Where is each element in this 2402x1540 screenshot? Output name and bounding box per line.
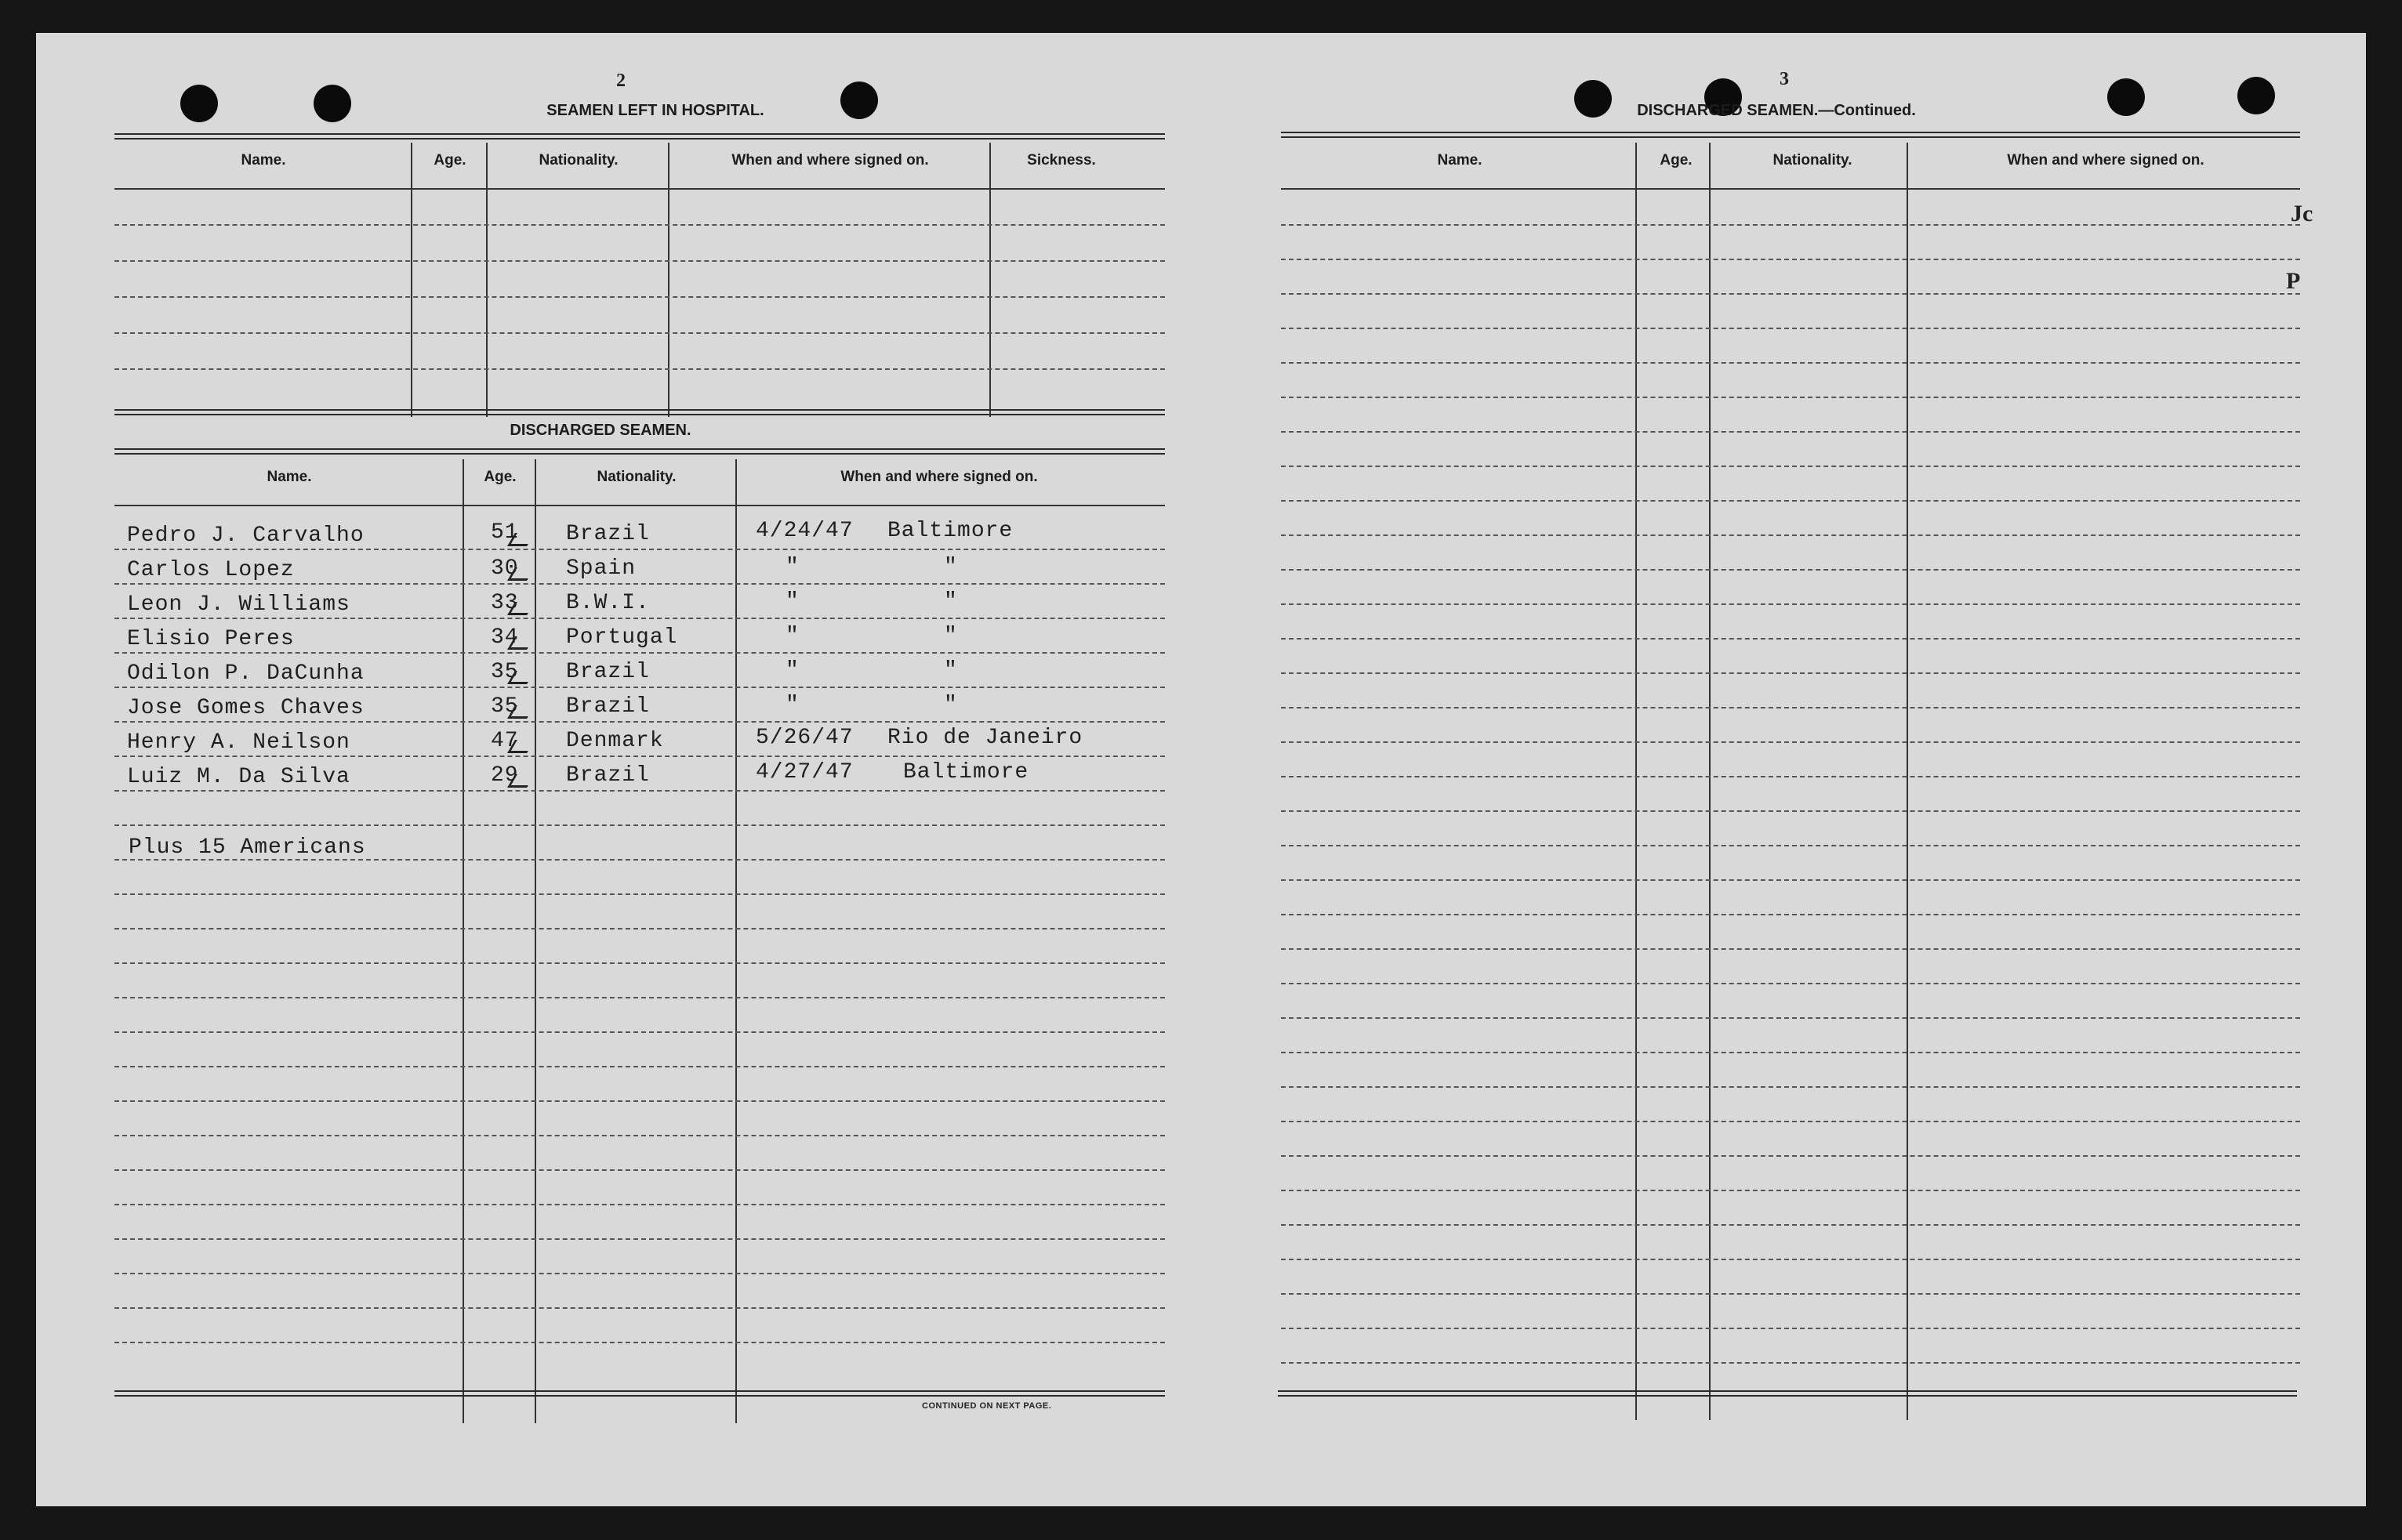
column-divider (411, 143, 412, 417)
ruled-line (114, 296, 1165, 298)
column-divider (1907, 143, 1908, 1420)
ruled-line (1281, 362, 2300, 364)
discharged-header-rule (114, 505, 1165, 506)
seaman-nationality: Brazil (566, 660, 650, 684)
seaman-name: Carlos Lopez (127, 558, 295, 582)
signed-on-place: Baltimore (887, 519, 1014, 543)
seaman-age: 33 (491, 591, 519, 615)
page-number: 3 (1780, 69, 1789, 89)
ruled-line (114, 824, 1165, 826)
column-divider (735, 459, 737, 1423)
ruled-line (1281, 1259, 2300, 1260)
ruled-line (1281, 259, 2300, 260)
ruled-line (1281, 638, 2300, 640)
ruled-line (1281, 466, 2300, 467)
signed-on-date: " (786, 658, 800, 683)
hospital-header-signed-on: When and where signed on. (731, 152, 929, 168)
column-divider (1635, 143, 1637, 1420)
seaman-name: Leon J. Williams (127, 592, 350, 617)
right-header-age: Age. (1660, 152, 1693, 168)
ruled-line (1281, 431, 2300, 433)
signed-on-date: 5/26/47 (756, 726, 854, 750)
ruled-line (114, 332, 1165, 334)
ruled-line (1281, 328, 2300, 329)
right-top-rule (1281, 132, 2300, 133)
ruled-line (1281, 1362, 2300, 1364)
hospital-top-rule (114, 133, 1165, 135)
ruled-line (114, 1238, 1165, 1240)
ruled-line (114, 1066, 1165, 1067)
ruled-line (114, 1342, 1165, 1343)
right-header-rule (1281, 188, 2300, 190)
ruled-line (1281, 741, 2300, 743)
document-scan (36, 33, 2366, 1506)
seaman-name: Luiz M. Da Silva (127, 765, 350, 789)
ruled-line (114, 260, 1165, 262)
ruled-line (114, 549, 1165, 550)
seaman-nationality: Portugal (566, 625, 678, 650)
column-divider (668, 143, 669, 417)
seaman-age: 35 (491, 660, 519, 684)
hospital-header-rule (114, 188, 1165, 190)
hospital-section-title: SEAMEN LEFT IN HOSPITAL. (546, 102, 764, 119)
ruled-line (1281, 707, 2300, 708)
signed-on-place: " (944, 589, 958, 614)
seaman-age: 29 (491, 763, 519, 788)
ruled-line (1281, 534, 2300, 536)
ruled-line (114, 1204, 1165, 1205)
hospital-header-nationality: Nationality. (539, 152, 619, 168)
signed-on-place: Baltimore (903, 760, 1029, 784)
signed-on-date: " (786, 624, 800, 648)
signed-on-place: Rio de Janeiro (887, 726, 1083, 750)
ruled-line (1281, 810, 2300, 812)
seaman-nationality: Brazil (566, 763, 650, 788)
ruled-line (114, 1307, 1165, 1309)
discharged-header-age: Age. (484, 469, 517, 485)
signed-on-place: " (944, 624, 958, 648)
ruled-line (1281, 500, 2300, 502)
signed-on-place: " (944, 693, 958, 717)
ruled-line (1281, 948, 2300, 950)
seaman-name: Odilon P. DaCunha (127, 661, 365, 686)
margin-mark: P (2286, 268, 2301, 294)
seaman-name: Henry A. Neilson (127, 730, 350, 755)
ruled-line (114, 721, 1165, 723)
discharged-section-title: DISCHARGED SEAMEN. (510, 422, 691, 439)
ruled-line (1281, 1052, 2300, 1053)
column-divider (1709, 143, 1711, 1420)
ruled-line (1281, 569, 2300, 571)
ruled-line (114, 1169, 1165, 1171)
punch-hole (2107, 78, 2145, 116)
seaman-nationality: Spain (566, 556, 637, 581)
ruled-line (114, 1031, 1165, 1033)
discharged-header-nationality: Nationality. (597, 469, 677, 485)
additional-note: Plus 15 Americans (129, 835, 366, 860)
ruled-line (1281, 1017, 2300, 1019)
column-divider (486, 143, 488, 417)
ruled-line (1281, 672, 2300, 674)
discharged-header-signed-on: When and where signed on. (840, 469, 1038, 485)
signed-on-date: 4/27/47 (756, 760, 854, 784)
ruled-line (114, 756, 1165, 757)
ruled-line (114, 1273, 1165, 1274)
signed-on-date: 4/24/47 (756, 519, 854, 543)
hospital-header-name: Name. (241, 152, 286, 168)
column-divider (535, 459, 536, 1423)
seaman-age: 34 (491, 625, 519, 650)
right-header-nationality: Nationality. (1772, 152, 1852, 168)
right-bottom-rule (1278, 1390, 2297, 1392)
seaman-age: 47 (491, 729, 519, 753)
signed-on-date: " (786, 693, 800, 717)
punch-hole (314, 85, 351, 122)
discharged-header-name: Name. (267, 469, 312, 485)
seaman-nationality: Brazil (566, 522, 650, 546)
seaman-age: 51 (491, 520, 519, 545)
seaman-age: 30 (491, 556, 519, 581)
ruled-line (114, 1135, 1165, 1136)
ruled-line (1281, 1190, 2300, 1191)
hospital-header-age: Age. (434, 152, 466, 168)
seaman-name: Pedro J. Carvalho (127, 524, 365, 548)
signed-on-date: " (786, 589, 800, 614)
ruled-line (1281, 1224, 2300, 1226)
ruled-line (1281, 1121, 2300, 1122)
discharged-continued-title: DISCHARGED SEAMEN.—Continued. (1637, 102, 1916, 119)
discharged-bottom-rule (114, 1390, 1165, 1392)
column-divider (989, 143, 991, 417)
hospital-header-sickness: Sickness. (1027, 152, 1096, 168)
ruled-line (1281, 1086, 2300, 1088)
ruled-line (114, 687, 1165, 688)
signed-on-place: " (944, 555, 958, 579)
column-divider (463, 459, 464, 1423)
seaman-name: Elisio Peres (127, 627, 295, 651)
ruled-line (114, 997, 1165, 998)
ruled-line (114, 790, 1165, 792)
ruled-line (1281, 397, 2300, 398)
signed-on-place: " (944, 658, 958, 683)
seaman-name: Jose Gomes Chaves (127, 696, 365, 720)
ruled-line (1281, 1328, 2300, 1329)
ruled-line (114, 224, 1165, 226)
punch-hole (2237, 77, 2275, 114)
ruled-line (114, 618, 1165, 619)
ruled-line (114, 928, 1165, 929)
seaman-nationality: Brazil (566, 694, 650, 719)
ruled-line (1281, 224, 2300, 226)
signed-on-date: " (786, 555, 800, 579)
page-number: 2 (616, 71, 626, 91)
right-header-name: Name. (1437, 152, 1482, 168)
ruled-line (1281, 879, 2300, 881)
ruled-line (114, 962, 1165, 964)
margin-mark: Jc (2291, 201, 2313, 226)
ruled-line (114, 368, 1165, 370)
ruled-line (1281, 776, 2300, 777)
ruled-line (114, 652, 1165, 654)
seaman-age: 35 (491, 694, 519, 719)
ruled-line (1281, 603, 2300, 605)
seaman-nationality: B.W.I. (566, 591, 650, 615)
ruled-line (1281, 1155, 2300, 1157)
ruled-line (1281, 845, 2300, 846)
continued-footer: CONTINUED ON NEXT PAGE. (922, 1401, 1052, 1411)
hospital-bottom-rule (114, 409, 1165, 411)
right-header-signed-on: When and where signed on. (2007, 152, 2204, 168)
seaman-nationality: Denmark (566, 729, 664, 753)
ruled-line (1281, 983, 2300, 984)
ruled-line (114, 893, 1165, 895)
ruled-line (114, 583, 1165, 585)
discharged-top-rule (114, 448, 1165, 450)
ruled-line (1281, 293, 2300, 295)
punch-hole (180, 85, 218, 122)
ruled-line (1281, 1293, 2300, 1295)
ruled-line (1281, 914, 2300, 915)
ruled-line (114, 1100, 1165, 1102)
